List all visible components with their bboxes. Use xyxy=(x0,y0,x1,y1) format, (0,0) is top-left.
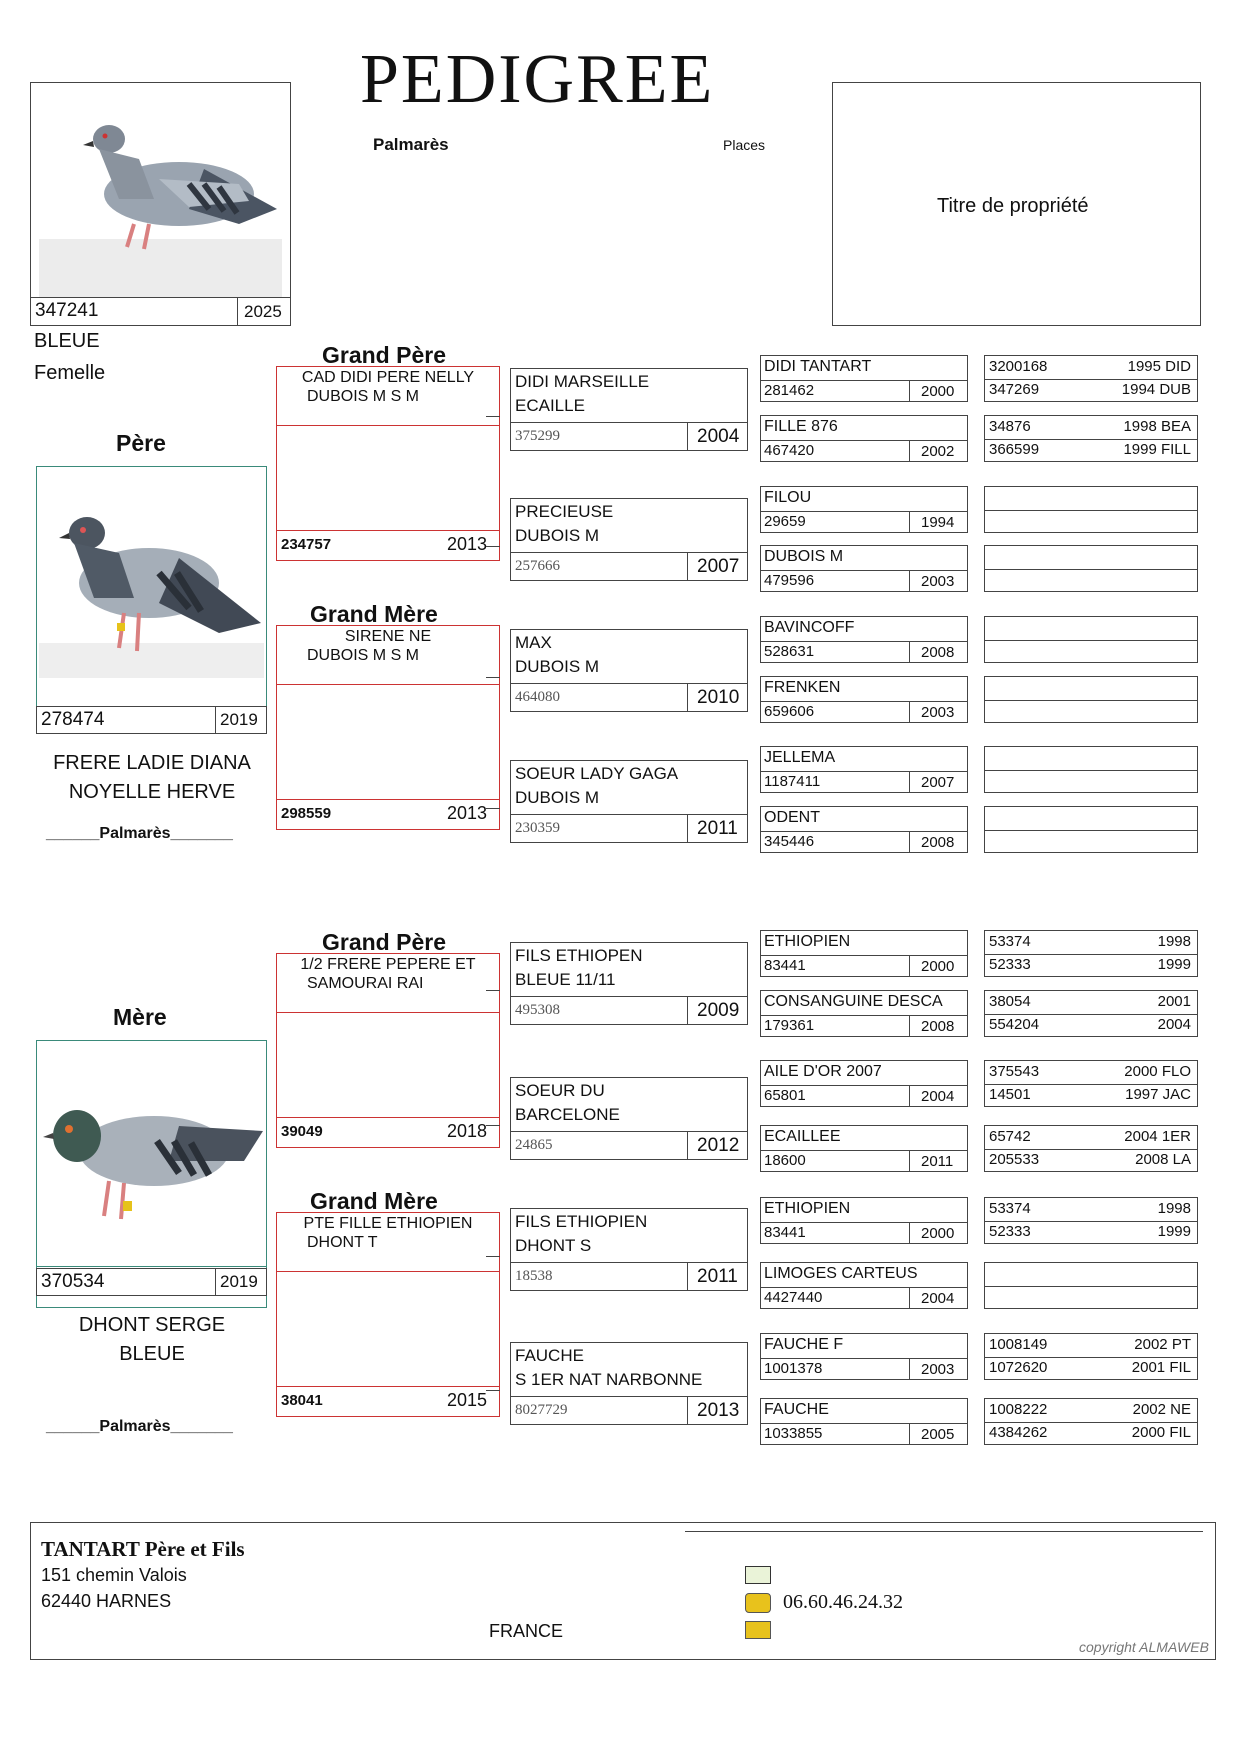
gen2-title: Grand Mère xyxy=(310,1188,438,1214)
gen5-ring-2: 1072620 xyxy=(989,1359,1048,1376)
gen5-ring-2: 366599 xyxy=(989,441,1040,458)
gen5-ring-1: 1008149 xyxy=(989,1336,1048,1353)
gen2-title: Grand Mère xyxy=(310,601,438,627)
gen3-year: 2004 xyxy=(697,426,740,447)
father-line1: FRERE LADIE DIANA xyxy=(53,752,251,774)
gen5-ring-1: 34876 xyxy=(989,418,1031,435)
palmares-label: Palmarès xyxy=(373,135,449,154)
gen2-line2: DHONT T xyxy=(307,1234,378,1251)
gen5-detail-1: 1998 xyxy=(1157,933,1191,950)
gen3-year: 2011 xyxy=(697,1266,738,1287)
gen5-box xyxy=(984,990,1198,1037)
gen3-line2: DUBOIS M xyxy=(515,788,600,807)
gen3-ring: 464080 xyxy=(515,689,560,705)
mother-label: Mère xyxy=(113,1004,167,1030)
gen5-box xyxy=(984,1333,1198,1380)
subject-card xyxy=(30,82,291,326)
gen4-ring: 179361 xyxy=(764,1017,815,1034)
gen4-box xyxy=(760,545,968,592)
gen4-year: 2003 xyxy=(921,1361,955,1378)
gen4-name: FRENKEN xyxy=(764,679,841,696)
gen2-ring: 234757 xyxy=(281,536,332,553)
breeder-country: FRANCE xyxy=(489,1621,564,1641)
gen4-year: 2003 xyxy=(921,573,955,590)
subject-photo xyxy=(39,89,282,297)
gen5-detail-1: 2004 1ER xyxy=(1124,1128,1191,1145)
gen5-ring-2: 554204 xyxy=(989,1016,1040,1033)
gen3-line1: SOEUR DU xyxy=(515,1081,605,1100)
gen5-box xyxy=(984,930,1198,977)
gen4-year: 2008 xyxy=(921,834,955,851)
gen3-ring: 495308 xyxy=(515,1002,560,1018)
gen3-box xyxy=(510,942,748,1025)
gen4-box xyxy=(760,1197,968,1244)
gen5-box xyxy=(984,676,1198,723)
gen3-box xyxy=(510,629,748,712)
gen4-box xyxy=(760,1262,968,1309)
mother-year: 2019 xyxy=(220,1272,258,1291)
gen3-ring: 257666 xyxy=(515,558,560,574)
page-title: PEDIGREE xyxy=(360,41,715,118)
phone-icon xyxy=(745,1593,771,1613)
gen2-line1: PTE FILLE ETHIOPIEN xyxy=(303,1215,473,1232)
gen3-box xyxy=(510,1342,748,1425)
gen5-ring-1: 65742 xyxy=(989,1128,1031,1145)
ownership-label: Titre de propriété xyxy=(937,195,1089,217)
gen3-line1: FILS ETHIOPIEN xyxy=(515,1212,648,1231)
subject-sex: Femelle xyxy=(34,362,106,384)
gen2-line1: SIRENE NE xyxy=(344,628,432,645)
gen2-ring: 38041 xyxy=(281,1392,323,1409)
gen3-line2: ECAILLE xyxy=(515,396,585,415)
gen3-ring: 375299 xyxy=(515,428,560,444)
gen5-box xyxy=(984,1262,1198,1309)
gen5-detail-2: 2008 LA xyxy=(1135,1151,1191,1168)
footer-box xyxy=(30,1522,1216,1660)
mother-photo xyxy=(39,1061,264,1261)
gen5-ring-1: 53374 xyxy=(989,1200,1031,1217)
gen5-detail-1: 2002 PT xyxy=(1134,1336,1191,1353)
mother-line1: DHONT SERGE xyxy=(78,1314,226,1336)
gen2-year: 2015 xyxy=(447,1390,488,1410)
gen4-box xyxy=(760,486,968,533)
gen2-line2: SAMOURAI RAI xyxy=(307,975,424,992)
gen3-ring: 24865 xyxy=(515,1137,553,1153)
gen5-box xyxy=(984,746,1198,793)
gen4-name: JELLEMA xyxy=(764,749,836,766)
gen4-year: 2011 xyxy=(921,1153,954,1170)
gen5-ring-2: 52333 xyxy=(989,1223,1031,1240)
gen2-line1: 1/2 FRERE PEPERE ET xyxy=(300,956,476,973)
gen2-box xyxy=(276,625,500,830)
father-card xyxy=(36,466,267,734)
gen3-year: 2011 xyxy=(697,818,738,839)
gen4-box xyxy=(760,1060,968,1107)
gen3-line1: DIDI MARSEILLE xyxy=(515,372,650,391)
gen4-box xyxy=(760,676,968,723)
gen2-ring: 298559 xyxy=(281,805,332,822)
gen4-ring: 345446 xyxy=(764,833,815,850)
pigeon-image xyxy=(39,89,282,297)
gen4-box xyxy=(760,806,968,853)
gen3-line1: MAX xyxy=(515,633,552,652)
gen5-detail-1: 1998 xyxy=(1157,1200,1191,1217)
father-palmares: ______Palmarès_______ xyxy=(46,825,233,842)
gen4-year: 2000 xyxy=(921,383,955,400)
gen5-box xyxy=(984,1398,1198,1445)
gen5-ring-1: 53374 xyxy=(989,933,1031,950)
gen5-ring-2: 14501 xyxy=(989,1086,1031,1103)
gen4-name: LIMOGES CARTEUS xyxy=(764,1265,918,1282)
gen4-ring: 4427440 xyxy=(764,1289,823,1306)
father-line2: NOYELLE HERVE xyxy=(68,781,236,803)
gen5-ring-2: 205533 xyxy=(989,1151,1040,1168)
subject-ring: 347241 xyxy=(35,300,99,321)
father-label: Père xyxy=(116,430,166,456)
copyright: copyright ALMAWEB xyxy=(1079,1639,1209,1655)
gen5-detail-2: 2001 FIL xyxy=(1131,1359,1191,1376)
gen2-line2: DUBOIS M S M xyxy=(307,647,420,664)
gen3-line1: FILS ETHIOPEN xyxy=(515,946,643,965)
gen3-year: 2009 xyxy=(697,1000,740,1021)
gen3-box xyxy=(510,498,748,581)
mother-palmares: ______Palmarès_______ xyxy=(46,1418,233,1435)
places-label: Places xyxy=(723,137,766,153)
gen4-year: 2000 xyxy=(921,1225,955,1242)
gen2-title: Grand Père xyxy=(322,342,446,368)
gen4-name: FILLE 876 xyxy=(764,418,838,435)
gen5-detail-1: 2002 NE xyxy=(1132,1401,1191,1418)
mother-ring: 370534 xyxy=(41,1271,105,1292)
gen4-ring: 659606 xyxy=(764,703,815,720)
gen2-box xyxy=(276,953,500,1148)
gen4-name: ETHIOPIEN xyxy=(764,933,851,950)
gen4-box xyxy=(760,616,968,663)
gen3-year: 2013 xyxy=(697,1400,740,1421)
gen3-line2: BARCELONE xyxy=(515,1105,620,1124)
gen2-line1: CAD DIDI PERE NELLY xyxy=(301,369,475,386)
gen5-box xyxy=(984,415,1198,462)
gen4-box xyxy=(760,355,968,402)
gen4-name: ODENT xyxy=(764,809,820,826)
gen2-year: 2018 xyxy=(447,1121,488,1141)
gen4-year: 2008 xyxy=(921,1018,955,1035)
phone-number: 06.60.46.24.32 xyxy=(783,1591,903,1613)
gen5-ring-1: 38054 xyxy=(989,993,1031,1010)
gen4-year: 2003 xyxy=(921,704,955,721)
gen5-ring-2: 347269 xyxy=(989,381,1040,398)
gen3-line2: DUBOIS M xyxy=(515,526,600,545)
gen3-line2: BLEUE 11/11 xyxy=(515,970,616,989)
gen5-box xyxy=(984,355,1198,402)
mother-ring-row xyxy=(36,1268,267,1296)
gen4-name: FILOU xyxy=(764,489,812,506)
ownership-box xyxy=(832,82,1201,326)
subject-year: 2025 xyxy=(244,302,282,321)
gen5-detail-2: 2000 FIL xyxy=(1131,1424,1191,1441)
gen3-ring: 18538 xyxy=(515,1268,553,1284)
gen4-name: AILE D'OR 2007 xyxy=(764,1063,882,1080)
breeder-street: 151 chemin Valois xyxy=(41,1565,187,1585)
gen5-ring-2: 52333 xyxy=(989,956,1031,973)
gen4-ring: 479596 xyxy=(764,572,815,589)
gen5-box xyxy=(984,1125,1198,1172)
gen3-year: 2007 xyxy=(697,556,740,577)
gen4-ring: 18600 xyxy=(764,1152,806,1169)
gen4-box xyxy=(760,1333,968,1380)
father-photo xyxy=(39,473,264,678)
gen4-name: FAUCHE xyxy=(764,1401,829,1418)
gen4-box xyxy=(760,1125,968,1172)
gen5-detail-1: 1995 DID xyxy=(1127,358,1191,375)
gen5-detail-2: 1999 xyxy=(1157,1223,1191,1240)
gen3-box xyxy=(510,760,748,843)
gen2-title: Grand Père xyxy=(322,929,446,955)
gen4-name: BAVINCOFF xyxy=(764,619,855,636)
gen4-ring: 83441 xyxy=(764,957,806,974)
gen3-line1: PRECIEUSE xyxy=(515,502,614,521)
mother-line2: BLEUE xyxy=(119,1343,185,1365)
gen4-box xyxy=(760,746,968,793)
gen4-ring: 29659 xyxy=(764,513,806,530)
gen3-line1: FAUCHE xyxy=(515,1346,584,1365)
gen4-name: CONSANGUINE DESCA xyxy=(764,993,943,1010)
gen4-year: 2004 xyxy=(921,1088,955,1105)
gen5-box xyxy=(984,1060,1198,1107)
gen4-ring: 65801 xyxy=(764,1087,806,1104)
breeder-name: TANTART Père et Fils xyxy=(41,1537,245,1561)
gen4-year: 2008 xyxy=(921,644,955,661)
gen3-box xyxy=(510,368,748,451)
gen5-box xyxy=(984,1197,1198,1244)
gen4-ring: 1001378 xyxy=(764,1360,823,1377)
gen4-year: 2000 xyxy=(921,958,955,975)
gen5-detail-1: 1998 BEA xyxy=(1123,418,1191,435)
pigeon-image xyxy=(39,473,264,678)
gen4-ring: 467420 xyxy=(764,442,815,459)
gen4-year: 2007 xyxy=(921,774,955,791)
gen2-box xyxy=(276,1212,500,1417)
gen5-ring-2: 4384262 xyxy=(989,1424,1048,1441)
father-ring: 278474 xyxy=(41,709,105,730)
gen4-name: DUBOIS M xyxy=(764,548,844,565)
gen4-name: ECAILLEE xyxy=(764,1128,841,1145)
gen5-detail-2: 1994 DUB xyxy=(1121,381,1191,398)
gen4-year: 2005 xyxy=(921,1426,955,1443)
gen3-line2: S 1ER NAT NARBONNE xyxy=(515,1370,703,1389)
fax-icon xyxy=(745,1621,771,1639)
gen5-box xyxy=(984,616,1198,663)
gen4-ring: 1187411 xyxy=(764,773,821,790)
gen3-line1: SOEUR LADY GAGA xyxy=(515,764,679,783)
gen2-year: 2013 xyxy=(447,803,488,823)
father-year: 2019 xyxy=(220,710,258,729)
father-ring-row xyxy=(36,706,267,734)
gen2-box xyxy=(276,366,500,561)
gen5-detail-2: 1997 JAC xyxy=(1125,1086,1191,1103)
gen5-detail-1: 2000 FLO xyxy=(1124,1063,1191,1080)
gen3-box xyxy=(510,1077,748,1160)
gen4-box xyxy=(760,930,968,977)
gen4-ring: 281462 xyxy=(764,382,815,399)
gen3-line2: DHONT S xyxy=(515,1236,592,1255)
gen5-detail-2: 1999 xyxy=(1157,956,1191,973)
gen4-year: 2004 xyxy=(921,1290,955,1307)
email-icon xyxy=(745,1566,771,1584)
gen4-name: ETHIOPIEN xyxy=(764,1200,851,1217)
gen5-ring-1: 1008222 xyxy=(989,1401,1048,1418)
gen4-box xyxy=(760,415,968,462)
gen4-name: FAUCHE F xyxy=(764,1336,844,1353)
gen3-ring: 230359 xyxy=(515,820,560,836)
gen5-detail-2: 1999 FILL xyxy=(1123,441,1191,458)
gen5-box xyxy=(984,486,1198,533)
gen4-box xyxy=(760,990,968,1037)
gen5-ring-1: 375543 xyxy=(989,1063,1040,1080)
subject-color: BLEUE xyxy=(34,330,100,352)
gen2-line2: DUBOIS M S M xyxy=(307,388,420,405)
gen3-box xyxy=(510,1208,748,1291)
gen5-ring-1: 3200168 xyxy=(989,358,1048,375)
gen5-box xyxy=(984,545,1198,592)
gen2-year: 2013 xyxy=(447,534,488,554)
gen5-detail-1: 2001 xyxy=(1157,993,1191,1010)
gen4-year: 2002 xyxy=(921,443,955,460)
breeder-city: 62440 HARNES xyxy=(41,1591,172,1611)
gen4-year: 1994 xyxy=(921,514,955,531)
gen4-ring: 83441 xyxy=(764,1224,806,1241)
gen4-box xyxy=(760,1398,968,1445)
gen5-box xyxy=(984,806,1198,853)
gen3-year: 2010 xyxy=(697,687,740,708)
gen4-ring: 1033855 xyxy=(764,1425,823,1442)
gen2-ring: 39049 xyxy=(281,1123,323,1140)
gen4-ring: 528631 xyxy=(764,643,815,660)
gen4-name: DIDI TANTART xyxy=(764,358,872,375)
gen3-year: 2012 xyxy=(697,1135,740,1156)
gen3-ring: 8027729 xyxy=(515,1402,568,1418)
gen5-detail-2: 2004 xyxy=(1157,1016,1191,1033)
pigeon-image xyxy=(39,1061,264,1261)
gen3-line2: DUBOIS M xyxy=(515,657,600,676)
